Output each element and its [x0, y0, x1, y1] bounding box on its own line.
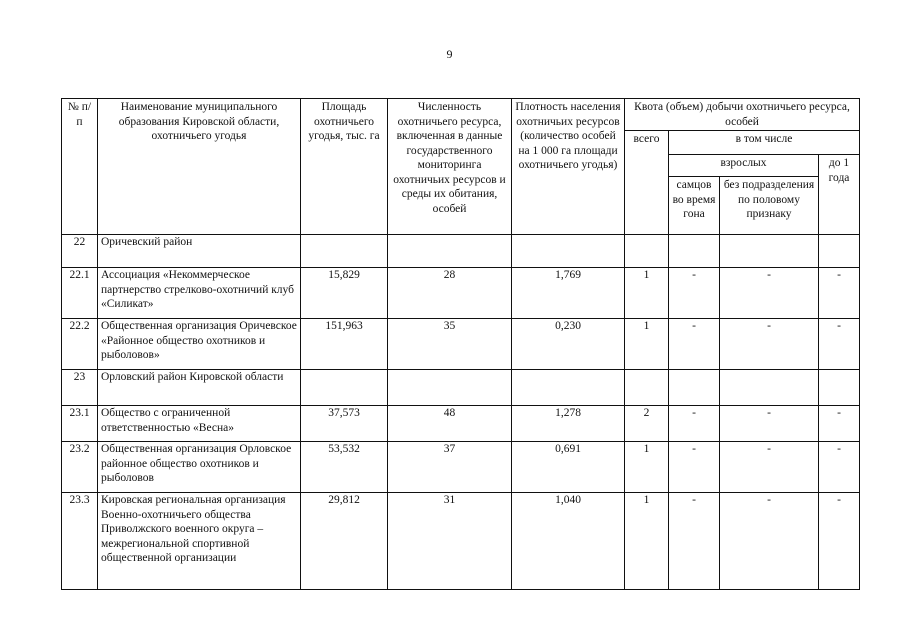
cell-no: 23.1	[62, 406, 98, 442]
table-row	[62, 406, 860, 442]
cell-under1: -	[819, 442, 860, 493]
header-name: Наименование муниципального образования Кировской области, охотничьего угодья	[98, 99, 301, 235]
cell-density: 1,278	[512, 406, 625, 442]
cell-total: 1	[625, 268, 669, 319]
cell-area	[301, 370, 388, 406]
cell-total: 1	[625, 493, 669, 590]
cell-area	[301, 235, 388, 268]
header-area: Площадь охотничьего угодья, тыс. га	[301, 99, 388, 235]
cell-nosex: -	[720, 493, 819, 590]
header-no: № п/п	[62, 99, 98, 235]
cell-name: Оричевский район	[98, 235, 301, 268]
cell-nosex: -	[720, 442, 819, 493]
header-nosex: без подразделения по половому признаку	[720, 177, 819, 235]
cell-name: Кировская региональная организация Военно-охотничьего общества Приволжского военного округа – межрегиональной спортивной общественной организации	[98, 493, 301, 590]
cell-count: 31	[388, 493, 512, 590]
cell-density: 0,230	[512, 319, 625, 370]
header-total: всего	[625, 131, 669, 235]
cell-total	[625, 235, 669, 268]
cell-count: 37	[388, 442, 512, 493]
cell-males	[669, 370, 720, 406]
header-including: в том числе	[669, 131, 860, 155]
cell-density: 0,691	[512, 442, 625, 493]
cell-no: 22	[62, 235, 98, 268]
cell-total	[625, 370, 669, 406]
cell-nosex	[720, 235, 819, 268]
cell-males	[669, 235, 720, 268]
cell-name: Общество с ограниченной ответственностью «Весна»	[98, 406, 301, 442]
table-row	[62, 493, 860, 590]
cell-under1	[819, 370, 860, 406]
cell-count: 28	[388, 268, 512, 319]
table-row	[62, 442, 860, 493]
cell-density	[512, 235, 625, 268]
cell-males: -	[669, 268, 720, 319]
page-number: 9	[446, 47, 453, 61]
cell-no: 22.1	[62, 268, 98, 319]
cell-nosex: -	[720, 319, 819, 370]
cell-count: 35	[388, 319, 512, 370]
cell-name: Общественная организация Оричевское «Районное общество охотников и рыболовов»	[98, 319, 301, 370]
cell-area: 151,963	[301, 319, 388, 370]
header-density: Плотность населения охотничьих ресурсов (количество особей на 1 000 га площади охотничьего угодья)	[512, 99, 625, 235]
cell-name: Ассоциация «Некоммерческое партнерство стрелково-охотничий клуб «Силикат»	[98, 268, 301, 319]
cell-name: Орловский район Кировской области	[98, 370, 301, 406]
cell-density	[512, 370, 625, 406]
cell-under1: -	[819, 319, 860, 370]
cell-males: -	[669, 493, 720, 590]
header-adults: взрослых	[669, 155, 819, 177]
cell-total: 2	[625, 406, 669, 442]
cell-area: 29,812	[301, 493, 388, 590]
cell-under1: -	[819, 268, 860, 319]
table-row	[62, 268, 860, 319]
cell-no: 23.3	[62, 493, 98, 590]
quota-table	[61, 98, 860, 590]
table-row	[62, 235, 860, 268]
cell-under1: -	[819, 406, 860, 442]
cell-males: -	[669, 442, 720, 493]
cell-density: 1,040	[512, 493, 625, 590]
cell-no: 23	[62, 370, 98, 406]
table-row	[62, 319, 860, 370]
cell-density: 1,769	[512, 268, 625, 319]
cell-name: Общественная организация Орловское районное общество охотников и рыболовов	[98, 442, 301, 493]
cell-males: -	[669, 319, 720, 370]
header-quota: Квота (объем) добычи охотничьего ресурса, особей	[625, 99, 860, 131]
cell-under1: -	[819, 493, 860, 590]
cell-count: 48	[388, 406, 512, 442]
cell-under1	[819, 235, 860, 268]
cell-area: 37,573	[301, 406, 388, 442]
header-count: Численность охотничьего ресурса, включенная в данные государственного мониторинга охотничьих ресурсов и среды их обитания, особей	[388, 99, 512, 235]
header-males: самцов во время гона	[669, 177, 720, 235]
cell-nosex	[720, 370, 819, 406]
cell-count	[388, 235, 512, 268]
cell-nosex: -	[720, 268, 819, 319]
cell-total: 1	[625, 442, 669, 493]
table-row	[62, 370, 860, 406]
cell-total: 1	[625, 319, 669, 370]
header-under1: до 1 года	[819, 155, 860, 235]
cell-nosex: -	[720, 406, 819, 442]
cell-no: 23.2	[62, 442, 98, 493]
cell-area: 15,829	[301, 268, 388, 319]
cell-count	[388, 370, 512, 406]
cell-no: 22.2	[62, 319, 98, 370]
cell-area: 53,532	[301, 442, 388, 493]
cell-males: -	[669, 406, 720, 442]
